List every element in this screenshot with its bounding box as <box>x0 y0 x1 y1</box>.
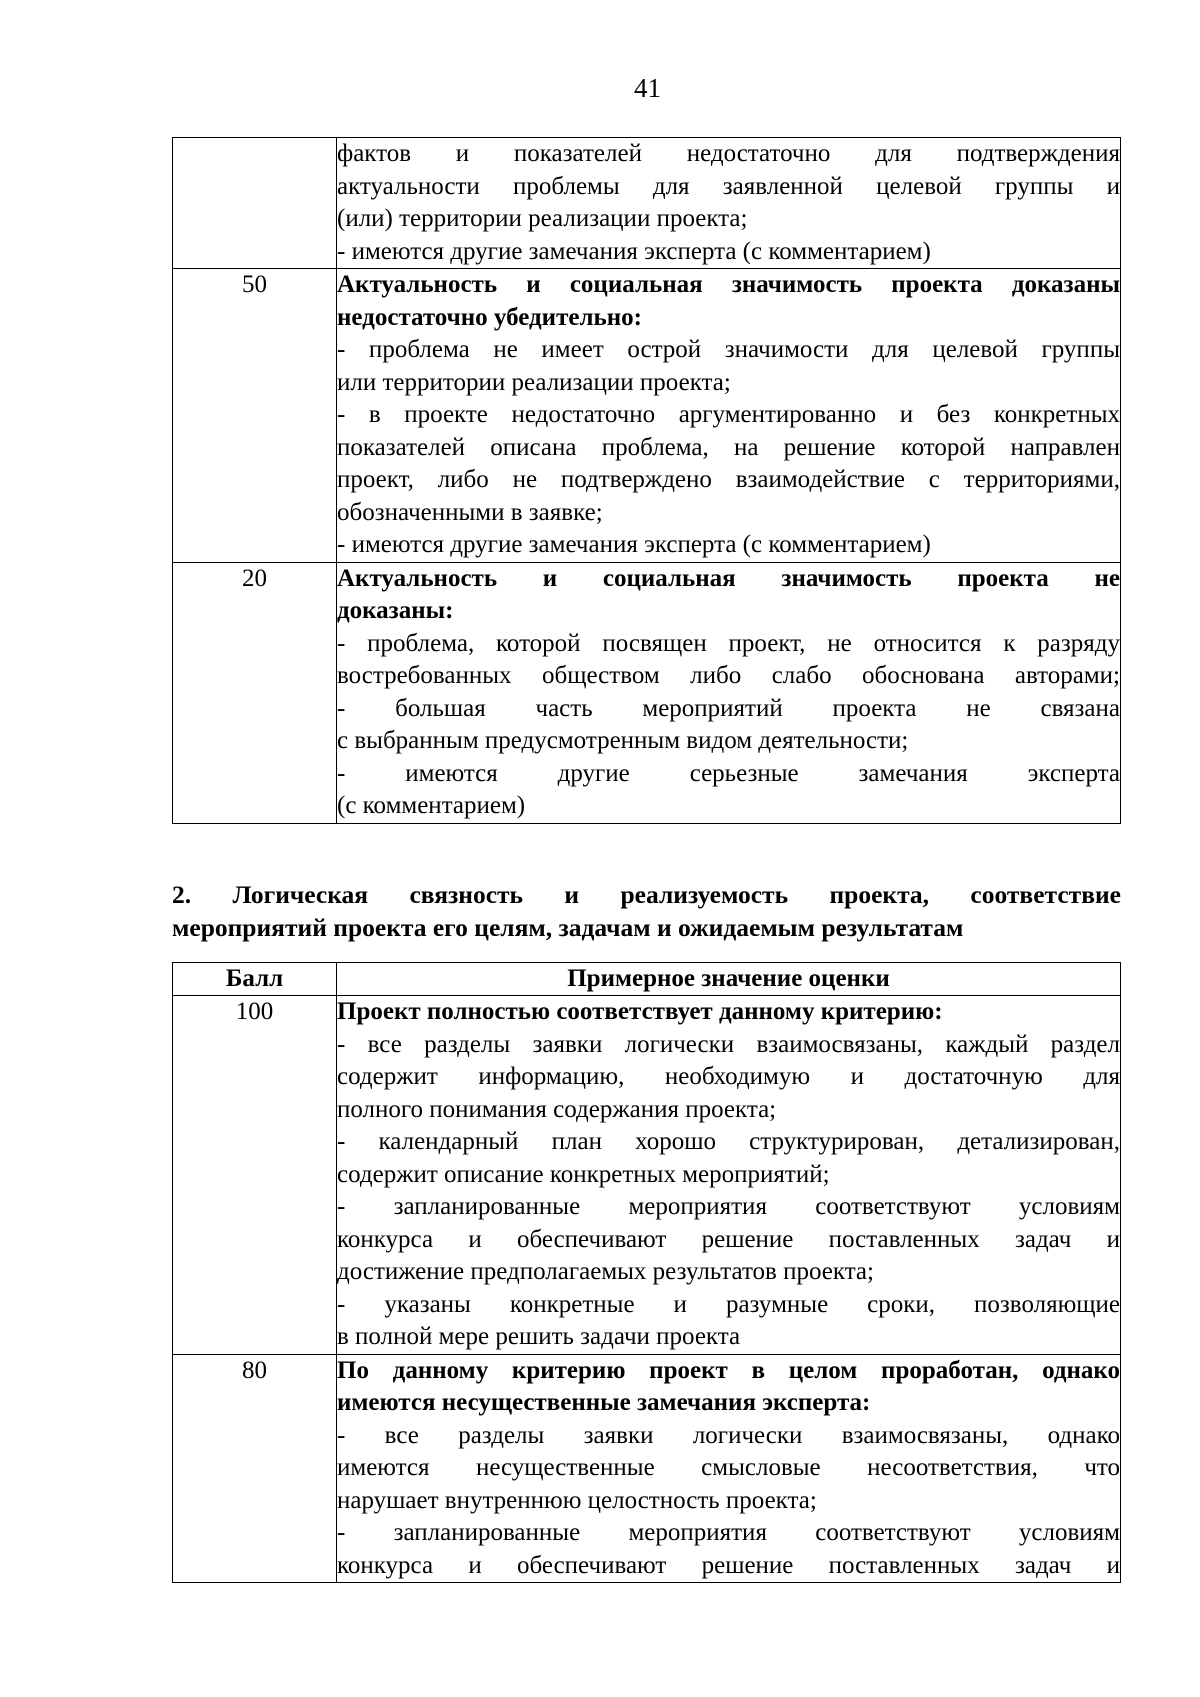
criterion-text-line: актуальности проблемы для заявленной целевой группы и <box>337 172 1120 200</box>
table-row <box>173 996 1121 1355</box>
description-cell <box>337 1354 1121 1583</box>
section-2-title <box>172 878 1121 944</box>
criterion-text-line: конкурса и обеспечивают решение поставленных задач и <box>337 1551 1120 1579</box>
criterion-heading-line: недостаточно убедительно: <box>337 303 642 331</box>
score-cell: 50 <box>173 269 337 563</box>
criterion-text-line: - имеются другие серьезные замечания эксперта <box>337 759 1120 787</box>
criterion-text-line: в полной мере решить задачи проекта <box>337 1323 741 1350</box>
criterion-text-line: - проблема не имеет острой значимости для целевой группы <box>337 336 1120 363</box>
criterion-text-line: востребованных обществом либо слабо обоснована авторами; <box>337 662 1120 689</box>
score-cell: 100 <box>173 996 337 1355</box>
criterion-text-line: (или) территории реализации проекта; <box>337 205 748 232</box>
description-cell <box>337 562 1121 823</box>
criterion-text-line: с выбранным предусмотренным видом деятельности; <box>337 727 909 754</box>
criterion-text-line: содержит информацию, необходимую и достаточную для <box>337 1063 1120 1090</box>
criterion-text-line: - все разделы заявки логически взаимосвязаны, каждый раздел <box>337 1030 1120 1058</box>
table-row <box>173 269 1121 563</box>
criteria-table-1 <box>172 137 1121 824</box>
description-cell <box>337 138 1121 269</box>
header-description: Примерное значение оценки <box>337 963 1121 996</box>
criterion-text-line: - имеются другие замечания эксперта (с комментарием) <box>337 531 931 558</box>
criterion-text-line: - запланированные мероприятия соответствуют условиям <box>337 1193 1120 1220</box>
criterion-text-line: (с комментарием) <box>337 792 526 819</box>
criterion-text-line: - имеются другие замечания эксперта (с комментарием) <box>337 237 931 265</box>
criterion-heading-line: Актуальность и социальная значимость проекта не <box>337 564 1120 592</box>
criteria-table-2 <box>172 962 1121 1583</box>
criterion-heading-line: По данному критерию проект в целом проработан, однако <box>337 1356 1120 1384</box>
criterion-text-line: - проблема, которой посвящен проект, не относится к разряду <box>337 629 1120 657</box>
criterion-text-line: показателей описана проблема, на решение которой направлен <box>337 433 1120 461</box>
section-title-line-2: мероприятий проекта его целям, задачам и ожидаемым результатам <box>172 913 964 942</box>
criterion-text-line: конкурса и обеспечивают решение поставленных задач и <box>337 1225 1120 1253</box>
table-row <box>173 1354 1121 1583</box>
criterion-text-line: - указаны конкретные и разумные сроки, позволяющие <box>337 1290 1120 1318</box>
criterion-text-line: достижение предполагаемых результатов проекта; <box>337 1258 874 1285</box>
criterion-heading-line: доказаны: <box>337 597 454 624</box>
criterion-text-line: - все разделы заявки логически взаимосвязаны, однако <box>337 1421 1120 1449</box>
section-title-line-1: 2. Логическая связность и реализуемость проекта, соответствие <box>172 880 1121 909</box>
criterion-heading-line: Проект полностью соответствует данному критерию: <box>337 998 943 1025</box>
criteria-table-1-body <box>173 138 1121 824</box>
score-cell: 20 <box>173 562 337 823</box>
criterion-text-line: - в проекте недостаточно аргументированно и без конкретных <box>337 401 1120 428</box>
table-header-row <box>173 963 1121 996</box>
description-cell <box>337 269 1121 563</box>
score-cell <box>173 138 337 269</box>
criterion-text-line: проект, либо не подтверждено взаимодействие с территориями, <box>337 466 1120 493</box>
criterion-text-line: обозначенными в заявке; <box>337 498 603 526</box>
criterion-text-line: содержит описание конкретных мероприятий; <box>337 1160 830 1188</box>
criterion-text-line: - большая часть мероприятий проекта не связана <box>337 694 1120 722</box>
criterion-text-line: полного понимания содержания проекта; <box>337 1095 777 1123</box>
page-number: 41 <box>634 73 661 103</box>
criterion-heading-line: имеются несущественные замечания эксперта: <box>337 1389 871 1416</box>
criterion-heading-line: Актуальность и социальная значимость проекта доказаны <box>337 271 1120 298</box>
table-row <box>173 562 1121 823</box>
criterion-text-line: фактов и показателей недостаточно для подтверждения <box>337 140 1120 167</box>
score-cell: 80 <box>173 1354 337 1583</box>
criterion-text-line: нарушает внутреннюю целостность проекта; <box>337 1486 817 1514</box>
criteria-table-2-body <box>173 996 1121 1583</box>
header-score: Балл <box>173 963 337 996</box>
criterion-text-line: - календарный план хорошо структурирован, детализирован, <box>337 1128 1120 1155</box>
criterion-text-line: или территории реализации проекта; <box>337 368 731 396</box>
criterion-text-line: имеются несущественные смысловые несоответствия, что <box>337 1454 1120 1481</box>
description-cell <box>337 996 1121 1355</box>
table-row <box>173 138 1121 269</box>
criterion-text-line: - запланированные мероприятия соответствуют условиям <box>337 1519 1120 1546</box>
